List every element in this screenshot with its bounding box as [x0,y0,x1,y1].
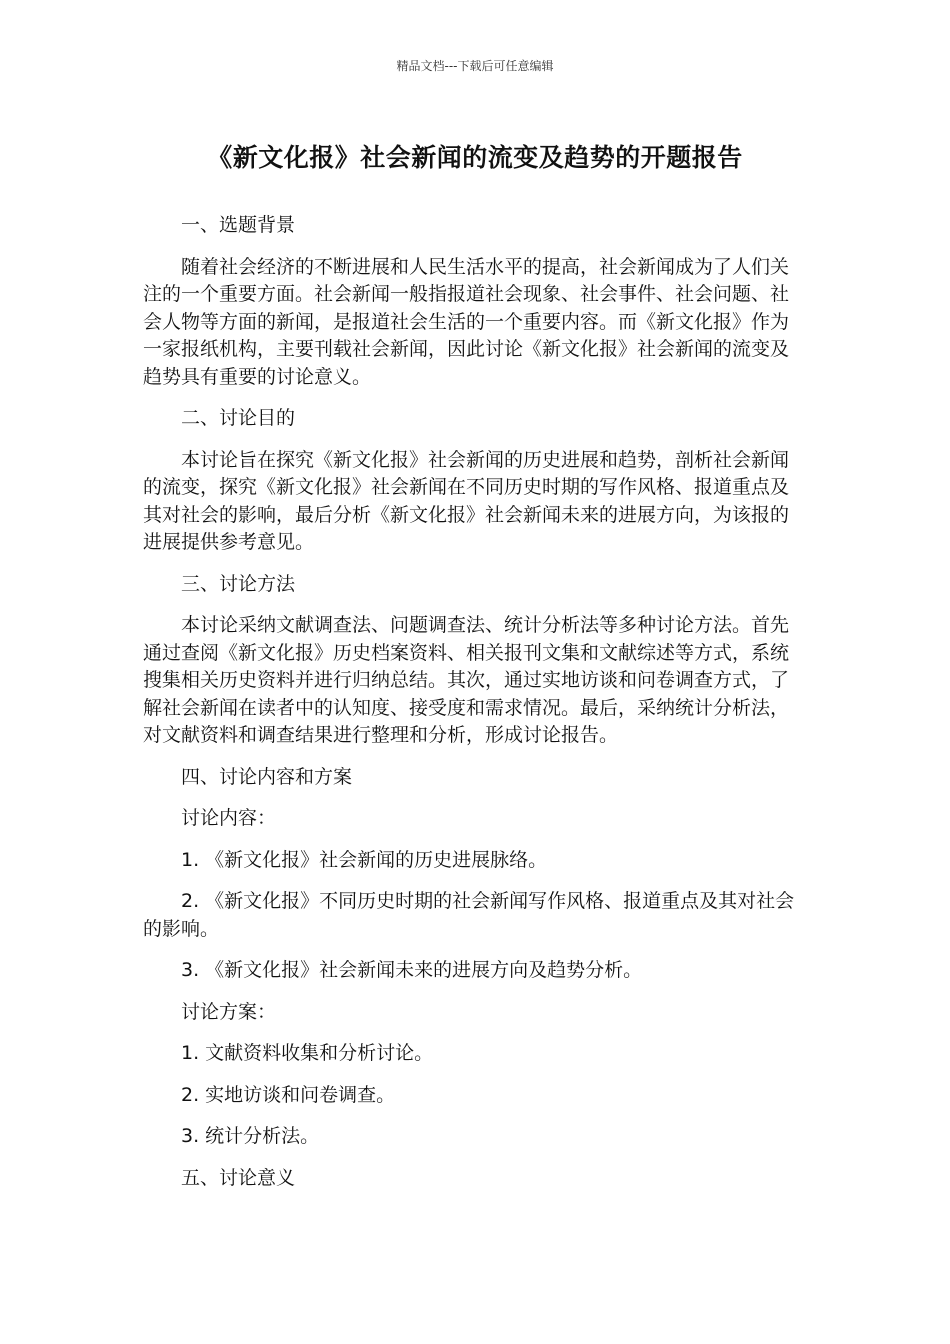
section-heading-content-plan: 四、讨论内容和方案 [181,765,353,788]
plan-item-2: 2. 实地访谈和问卷调查。 [181,1083,396,1106]
section-heading-purpose: 二、讨论目的 [181,407,296,429]
plan-item-1: 1. 文献资料收集和分析讨论。 [181,1042,434,1064]
section-heading-method: 三、讨论方法 [181,572,296,595]
content-label: 讨论内容： [181,807,277,829]
content-item-3: 3. 《新文化报》社会新闻未来的进展方向及趋势分析。 [181,959,643,981]
section-heading-significance: 五、讨论意义 [181,1166,296,1189]
plan-label: 讨论方案： [181,1000,277,1023]
plan-item-3: 3. 统计分析法。 [181,1125,320,1147]
section-text-background: 随着社会经济的不断进展和人民生活水平的提高，社会新闻成为了人们关注的一个重要方面。社会新闻一般指报道社会现象、社会事件、社会问题、社会人物等方面的新闻，是报道社会生活的一个重要内容。而《新文化报》作为一家报纸机构，主要刊载社会新闻，因此讨论《新文化报》社会新闻的流变及趋势具有重要的讨论意义。 [143,255,790,388]
content-item-1: 1. 《新文化报》社会新闻的历史进展脉络。 [181,848,548,871]
content-item-2: 2. 《新文化报》不同历史时期的社会新闻写作风格、报道重点及其对社会的影响。 [143,890,795,940]
section-heading-background: 一、选题背景 [181,214,296,236]
section-text-purpose: 本讨论旨在探究《新文化报》社会新闻的历史进展和趋势，剖析社会新闻的流变，探究《新文化报》社会新闻在不同历史时期的写作风格、报道重点及其对社会的影响，最后分析《新文化报》社会新闻未来的进展方向，为该报的进展提供参考意见。 [143,448,790,553]
document-title: 《新文化报》社会新闻的流变及趋势的开题报告 [207,143,743,172]
page-header: 精品文档---下载后可任意编辑 [396,59,554,73]
section-text-method: 本讨论采纳文献调查法、问题调查法、统计分析法等多种讨论方法。首先通过查阅《新文化报》历史档案资料、相关报刊文集和文献综述等方式，系统搜集相关历史资料并进行归纳总结。其次，通过实地访谈和问卷调查方式，了解社会新闻在读者中的认知度、接受度和需求情况。最后，采纳统计分析法，对文献资料和调查结果进行整理和分析，形成讨论报告。 [143,614,790,746]
document-body [143,212,801,1206]
